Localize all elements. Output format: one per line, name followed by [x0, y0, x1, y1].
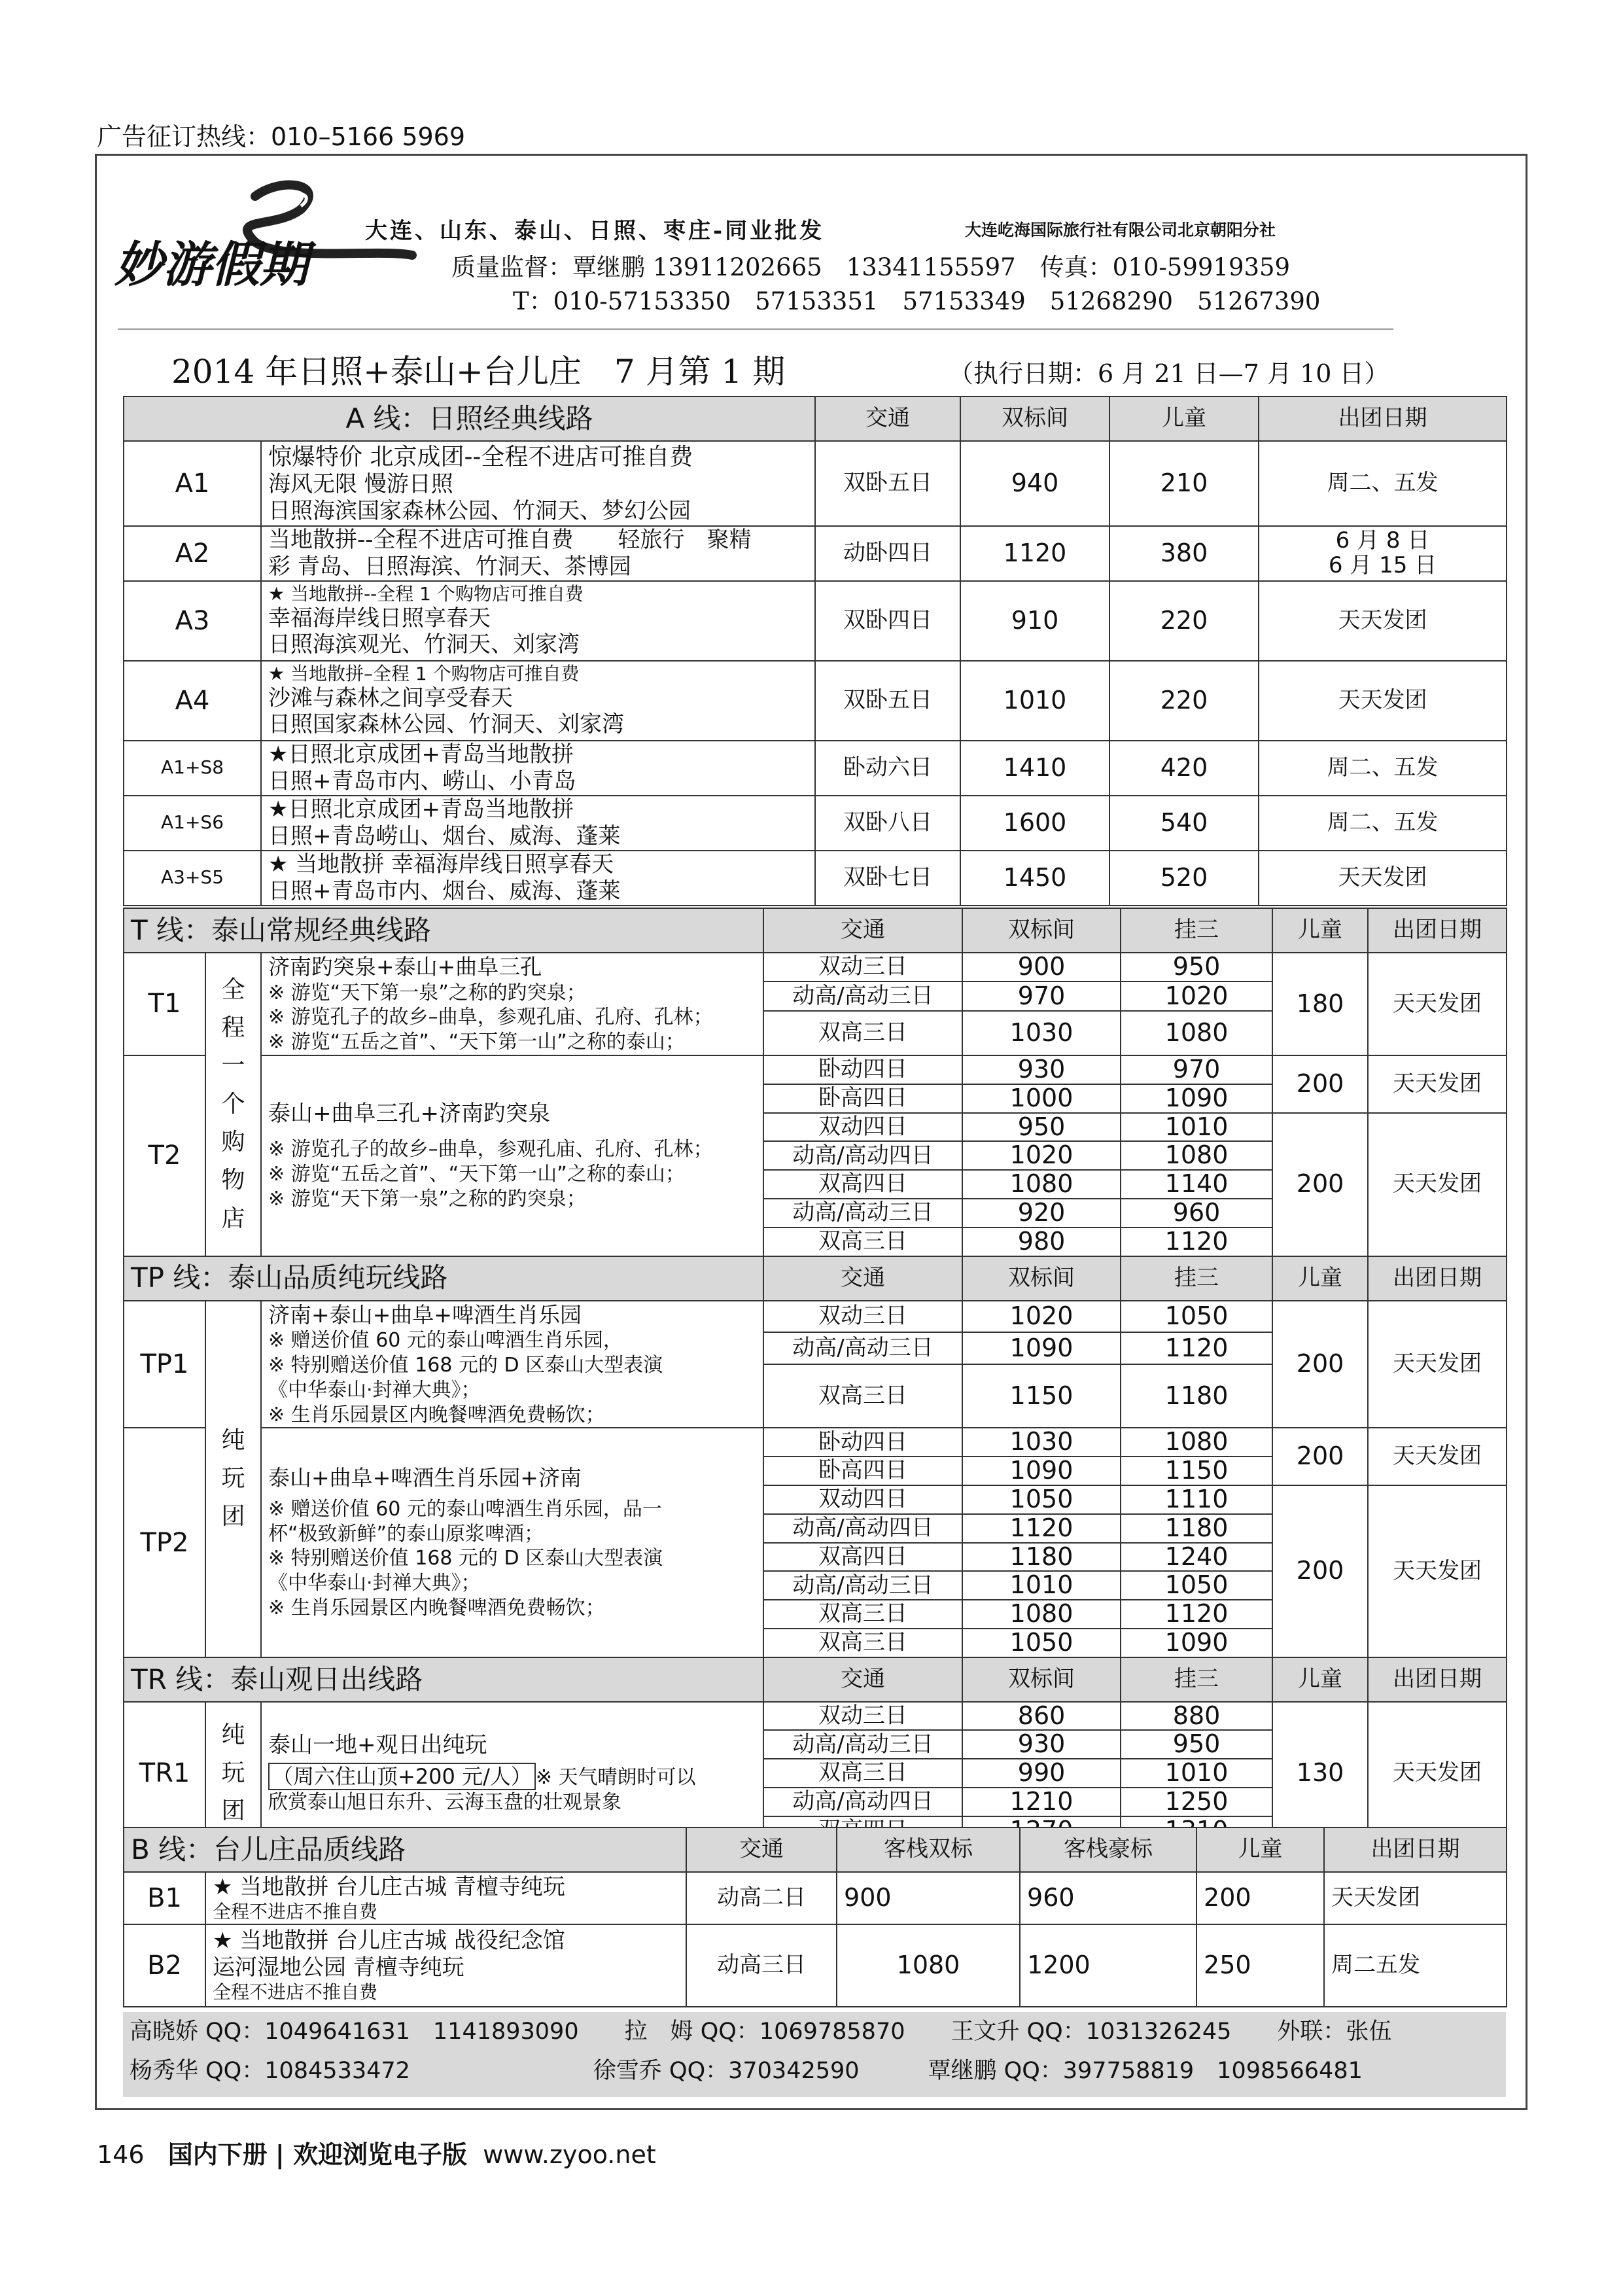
issue-title: 2014 年日照+泰山+台儿庄 7 月第 1 期: [171, 353, 786, 391]
price-triple: 1140: [1121, 1170, 1272, 1199]
price-triple: 1080: [1121, 1141, 1272, 1170]
route-desc: 泰山一地+观日出纯玩 （周六住山顶+200 元/人） ※ 天气晴朗时可以 欣赏泰山旭日东升、云海玉盘的壮观景象: [261, 1702, 763, 1845]
table-row: [124, 1702, 1507, 1731]
price-child: 220: [1109, 661, 1259, 741]
route-desc: ★ 当地散拼--全程 1 个购物店可推自费 幸福海岸线日照享春天 日照海滨观光、竹洞天、刘家湾: [261, 581, 815, 661]
surcharge-box: （周六住山顶+200 元/人）: [268, 1763, 536, 1790]
table-row: [124, 1924, 1507, 2007]
traffic: 卧高四日: [763, 1084, 962, 1113]
t-lines-table: [123, 908, 1507, 1846]
depart-date: 天天发团: [1324, 1872, 1507, 1924]
price-triple: 1020: [1121, 981, 1272, 1010]
t-line-header: [124, 908, 1507, 953]
header-divider: [118, 328, 1393, 330]
price-triple: 1120: [1121, 1600, 1272, 1629]
price-inn-double: 1080: [837, 1924, 1020, 2007]
price-double: 1450: [960, 851, 1109, 906]
price-double: 1080: [962, 1170, 1121, 1199]
tr-line-header: [124, 1657, 1507, 1702]
route-code: TR1: [124, 1702, 205, 1845]
table-row: [124, 1872, 1507, 1924]
traffic: 动高/高动四日: [763, 1514, 962, 1543]
depart-date: 天天发团: [1368, 1055, 1507, 1113]
b-line-table: [123, 1827, 1507, 2007]
price-double: 1150: [962, 1364, 1121, 1428]
price-child: 380: [1109, 526, 1259, 581]
price-child: 200: [1272, 1428, 1368, 1485]
route-code: TP2: [124, 1428, 205, 1657]
depart-date: 天天发团: [1368, 1113, 1507, 1256]
price-double: 920: [962, 1199, 1121, 1227]
traffic: 双高三日: [763, 1600, 962, 1629]
route-desc: 泰山+曲阜+啤酒生肖乐园+济南 ※ 赠送价值 60 元的泰山啤酒生肖乐园，品一 杯“极致新鲜”的泰山原浆啤酒； ※ 特别赠送价值 168 元的 D 区泰山大型表演 《中华泰山·封禅大典》； ※ 生肖乐园景区内晚餐啤酒免费畅饮；: [261, 1428, 763, 1657]
traffic: 双动三日: [763, 1301, 962, 1333]
price-inn-deluxe: 960: [1020, 1872, 1196, 1924]
traffic: 双卧五日: [815, 661, 960, 741]
table-row: [124, 851, 1507, 906]
price-double: 1050: [962, 1485, 1121, 1514]
price-double: 1030: [962, 1011, 1121, 1055]
depart-date: 天天发团: [1259, 581, 1507, 661]
price-double: 1210: [962, 1788, 1121, 1816]
price-double: 1090: [962, 1457, 1121, 1485]
route-code: A1+S6: [124, 796, 261, 851]
route-code: TP1: [124, 1301, 205, 1428]
traffic: 动高/高动三日: [763, 1730, 962, 1759]
depart-date: 天天发团: [1368, 1485, 1507, 1657]
a-line-title: A 线：日照经典线路: [124, 397, 815, 441]
traffic: 双高三日: [763, 1759, 962, 1788]
price-double: 930: [962, 1055, 1121, 1084]
side-label: 全 程 一 个 购 物 店: [205, 953, 261, 1256]
price-triple: 1250: [1121, 1788, 1272, 1816]
depart-date: 周二、五发: [1259, 441, 1507, 526]
col-traffic: 交通: [763, 1657, 962, 1702]
price-triple: 1050: [1121, 1571, 1272, 1600]
price-double: 990: [962, 1759, 1121, 1788]
col-date: 出团日期: [1368, 1256, 1507, 1301]
traffic: 动高/高动四日: [763, 1788, 962, 1816]
price-double: 1080: [962, 1600, 1121, 1629]
col-double: 双标间: [960, 397, 1109, 441]
price-triple: 1090: [1121, 1629, 1272, 1657]
brand-name: 妙游假期: [114, 237, 308, 293]
price-triple: 1180: [1121, 1514, 1272, 1543]
traffic: 双高三日: [763, 1011, 962, 1055]
table-row: [124, 796, 1507, 851]
price-double: 950: [962, 1113, 1121, 1142]
table-row: [124, 1301, 1507, 1333]
traffic: 动卧四日: [815, 526, 960, 581]
table-row: [124, 741, 1507, 796]
traffic: 卧动四日: [763, 1428, 962, 1457]
footer-welcome: 欢迎浏览电子版: [293, 2140, 468, 2169]
price-child: 200: [1196, 1872, 1324, 1924]
price-child: 130: [1272, 1702, 1368, 1845]
route-desc: 惊爆特价 北京成团--全程不进店可推自费 海风无限 慢游日照 日照海滨国家森林公园、竹洞天、梦幻公园: [261, 441, 815, 526]
price-triple: 1080: [1121, 1011, 1272, 1055]
depart-date: 天天发团: [1259, 851, 1507, 906]
price-child: 200: [1272, 1055, 1368, 1113]
price-triple: 1120: [1121, 1227, 1272, 1256]
price-double: 1010: [960, 661, 1109, 741]
price-double: 1020: [962, 1301, 1121, 1333]
price-triple: 1150: [1121, 1457, 1272, 1485]
tp-line-title: TP 线：泰山品质纯玩线路: [124, 1256, 763, 1301]
price-double: 940: [960, 441, 1109, 526]
col-traffic: 交通: [763, 1256, 962, 1301]
footer-section: 国内下册: [167, 2140, 268, 2169]
table-row: [124, 1055, 1507, 1084]
col-double: 双标间: [962, 908, 1121, 953]
price-triple: 1010: [1121, 1113, 1272, 1142]
contact-line-2: 杨秀华 QQ：1084533472 徐雪乔 QQ：370342590 覃继鹏 QQ：397758819 1098566481: [130, 2058, 1363, 2084]
depart-date: 周二五发: [1324, 1924, 1507, 2007]
price-double: 900: [962, 953, 1121, 981]
t-line-title: T 线：泰山常规经典线路: [124, 908, 763, 953]
price-triple: 950: [1121, 953, 1272, 981]
route-desc: 当地散拼--全程不进店可推自费 轻旅行 聚精 彩 青岛、日照海滨、竹洞天、茶博园: [261, 526, 815, 581]
b-line-title: B 线：台儿庄品质线路: [124, 1828, 686, 1872]
header-phones: T：010-57153350 57153351 57153349 51268290 51267390: [513, 287, 1321, 315]
col-triple: 挂三: [1121, 1657, 1272, 1702]
traffic: 双高四日: [763, 1170, 962, 1199]
header-supervise: 质量监督：覃继鹏 13911202665 13341155597 传真：010-59919359: [451, 253, 1291, 281]
exec-date: （执行日期：6 月 21 日—7 月 10 日）: [949, 359, 1389, 388]
footer-url[interactable]: www.zyoo.net: [483, 2140, 656, 2169]
price-double: 910: [960, 581, 1109, 661]
route-code: B1: [124, 1872, 205, 1924]
price-triple: 1010: [1121, 1759, 1272, 1788]
route-desc: ★日照北京成团+青岛当地散拼 日照+青岛市内、崂山、小青岛: [261, 741, 815, 796]
traffic: 双卧八日: [815, 796, 960, 851]
traffic: 双动四日: [763, 1485, 962, 1514]
tp-line-header: [124, 1256, 1507, 1301]
route-code: A4: [124, 661, 261, 741]
price-child: 200: [1272, 1113, 1368, 1256]
traffic: 双动三日: [763, 953, 962, 981]
traffic: 动高三日: [686, 1924, 837, 2007]
depart-date: 天天发团: [1259, 661, 1507, 741]
route-code: A3: [124, 581, 261, 661]
price-triple: 1050: [1121, 1301, 1272, 1333]
price-triple: 1180: [1121, 1364, 1272, 1428]
table-row: [124, 441, 1507, 526]
col-inn-deluxe: 客栈豪标: [1020, 1828, 1196, 1872]
route-code: T1: [124, 953, 205, 1055]
traffic: 动高/高动三日: [763, 981, 962, 1010]
price-double: 860: [962, 1702, 1121, 1731]
route-desc: ★ 当地散拼–全程 1 个购物店可推自费 沙滩与森林之间享受春天 日照国家森林公园、竹洞天、刘家湾: [261, 661, 815, 741]
price-double: 1030: [962, 1428, 1121, 1457]
page-number: 146: [97, 2140, 145, 2169]
traffic: 双卧四日: [815, 581, 960, 661]
contact-line-1: 高晓娇 QQ：1049641631 1141893090 拉 姆 QQ：1069785870 王文升 QQ：1031326245 外联：张伍: [130, 2019, 1392, 2045]
price-triple: 1090: [1121, 1084, 1272, 1113]
col-child: 儿童: [1109, 397, 1259, 441]
traffic: 卧高四日: [763, 1457, 962, 1485]
price-double: 1180: [962, 1543, 1121, 1572]
depart-date: 周二、五发: [1259, 796, 1507, 851]
col-traffic: 交通: [686, 1828, 837, 1872]
price-double: 930: [962, 1730, 1121, 1759]
depart-date: 天天发团: [1368, 1428, 1507, 1485]
traffic: 动高二日: [686, 1872, 837, 1924]
price-double: 980: [962, 1227, 1121, 1256]
price-inn-double: 900: [837, 1872, 1020, 1924]
price-child: 540: [1109, 796, 1259, 851]
traffic: 双高三日: [763, 1227, 962, 1256]
price-child: 180: [1272, 953, 1368, 1055]
a-line-table: [123, 396, 1507, 906]
price-triple: 880: [1121, 1702, 1272, 1731]
price-triple: 970: [1121, 1055, 1272, 1084]
route-desc: ★日照北京成团+青岛当地散拼 日照+青岛崂山、烟台、威海、蓬莱: [261, 796, 815, 851]
price-child: 200: [1272, 1301, 1368, 1428]
side-label: 纯 玩 团: [205, 1301, 261, 1657]
price-triple: 960: [1121, 1199, 1272, 1227]
ad-hotline: 广告征订热线：010–5166 5969: [97, 122, 466, 151]
price-child: 220: [1109, 581, 1259, 661]
traffic: 双高三日: [763, 1364, 962, 1428]
traffic: 动高/高动三日: [763, 1199, 962, 1227]
route-code: A1: [124, 441, 261, 526]
depart-date: 天天发团: [1368, 1301, 1507, 1428]
header-agency: 大连屹海国际旅行社有限公司北京朝阳分社: [965, 221, 1276, 239]
traffic: 动高/高动四日: [763, 1141, 962, 1170]
col-date: 出团日期: [1368, 1657, 1507, 1702]
col-date: 出团日期: [1368, 908, 1507, 953]
price-child: 420: [1109, 741, 1259, 796]
price-double: 1050: [962, 1629, 1121, 1657]
price-double: 1010: [962, 1571, 1121, 1600]
a-line-header: [124, 397, 1507, 441]
col-triple: 挂三: [1121, 1256, 1272, 1301]
col-traffic: 交通: [815, 397, 960, 441]
page-footer: 146 国内下册 | 欢迎浏览电子版 www.zyoo.net: [97, 2140, 656, 2169]
depart-date: 周二、五发: [1259, 741, 1507, 796]
table-row: [124, 953, 1507, 981]
route-desc: ★ 当地散拼 幸福海岸线日照享春天 日照+青岛市内、烟台、威海、蓬莱: [261, 851, 815, 906]
traffic: 双动四日: [763, 1113, 962, 1142]
price-triple: 1080: [1121, 1428, 1272, 1457]
traffic: 双卧七日: [815, 851, 960, 906]
table-row: [124, 661, 1507, 741]
route-code: A3+S5: [124, 851, 261, 906]
col-double: 双标间: [962, 1657, 1121, 1702]
route-code: A1+S8: [124, 741, 261, 796]
price-triple: 1120: [1121, 1332, 1272, 1364]
route-desc: 济南+泰山+曲阜+啤酒生肖乐园 ※ 赠送价值 60 元的泰山啤酒生肖乐园， ※ 特别赠送价值 168 元的 D 区泰山大型表演 《中华泰山·封禅大典》； ※ 生肖乐园景区内晚餐啤酒免费畅饮；: [261, 1301, 763, 1428]
traffic: 卧动四日: [763, 1055, 962, 1084]
traffic: 动高/高动三日: [763, 1571, 962, 1600]
price-double: 970: [962, 981, 1121, 1010]
route-desc: ★ 当地散拼 台儿庄古城 战役纪念馆 运河湿地公园 青檀寺纯玩 全程不进店不推自费: [205, 1924, 686, 2007]
depart-date: 天天发团: [1368, 953, 1507, 1055]
col-date: 出团日期: [1259, 397, 1507, 441]
col-child: 儿童: [1272, 1657, 1368, 1702]
price-triple: 1240: [1121, 1543, 1272, 1572]
traffic: 双动三日: [763, 1702, 962, 1731]
tr-line-title: TR 线：泰山观日出线路: [124, 1657, 763, 1702]
route-desc: ★ 当地散拼 台儿庄古城 青檀寺纯玩 全程不进店不推自费: [205, 1872, 686, 1924]
price-triple: 1110: [1121, 1485, 1272, 1514]
side-label: 纯 玩 团: [205, 1702, 261, 1845]
table-row: [124, 581, 1507, 661]
route-desc: 泰山+曲阜三孔+济南趵突泉 ※ 游览孔子的故乡–曲阜，参观孔庙、孔府、孔林； ※ 游览“五岳之首”、“天下第一山”之称的泰山； ※ 游览“天下第一泉”之称的趵突泉；: [261, 1055, 763, 1256]
header-routes: 大连、山东、泰山、日照、枣庄-同业批发: [365, 218, 825, 244]
price-child: 250: [1196, 1924, 1324, 2007]
col-triple: 挂三: [1121, 908, 1272, 953]
route-code: A2: [124, 526, 261, 581]
price-inn-deluxe: 1200: [1020, 1924, 1196, 2007]
col-inn-double: 客栈双标: [837, 1828, 1020, 1872]
traffic: 卧动六日: [815, 741, 960, 796]
price-double: 1120: [960, 526, 1109, 581]
route-code: T2: [124, 1055, 205, 1256]
b-line-header: [124, 1828, 1507, 1872]
price-double: 1410: [960, 741, 1109, 796]
price-double: 1020: [962, 1141, 1121, 1170]
price-double: 1000: [962, 1084, 1121, 1113]
depart-date: 6 月 8 日 6 月 15 日: [1259, 526, 1507, 581]
price-child: 200: [1272, 1485, 1368, 1657]
price-child: 520: [1109, 851, 1259, 906]
col-child: 儿童: [1196, 1828, 1324, 1872]
price-child: 210: [1109, 441, 1259, 526]
price-double: 1600: [960, 796, 1109, 851]
price-double: 1120: [962, 1514, 1121, 1543]
traffic: 动高/高动三日: [763, 1332, 962, 1364]
contact-bar: [123, 2012, 1506, 2097]
col-date: 出团日期: [1324, 1828, 1507, 1872]
route-code: B2: [124, 1924, 205, 2007]
col-traffic: 交通: [763, 908, 962, 953]
price-double: 1090: [962, 1332, 1121, 1364]
col-child: 儿童: [1272, 1256, 1368, 1301]
traffic: 双高四日: [763, 1543, 962, 1572]
depart-date: 天天发团: [1368, 1702, 1507, 1845]
table-row: [124, 1428, 1507, 1457]
table-row: [124, 526, 1507, 581]
price-triple: 950: [1121, 1730, 1272, 1759]
route-desc: 济南趵突泉+泰山+曲阜三孔 ※ 游览“天下第一泉”之称的趵突泉； ※ 游览孔子的故乡–曲阜，参观孔庙、孔府、孔林； ※ 游览“五岳之首”、“天下第一山”之称的泰山；: [261, 953, 763, 1055]
col-child: 儿童: [1272, 908, 1368, 953]
traffic: 双高三日: [763, 1629, 962, 1657]
traffic: 双卧五日: [815, 441, 960, 526]
col-double: 双标间: [962, 1256, 1121, 1301]
